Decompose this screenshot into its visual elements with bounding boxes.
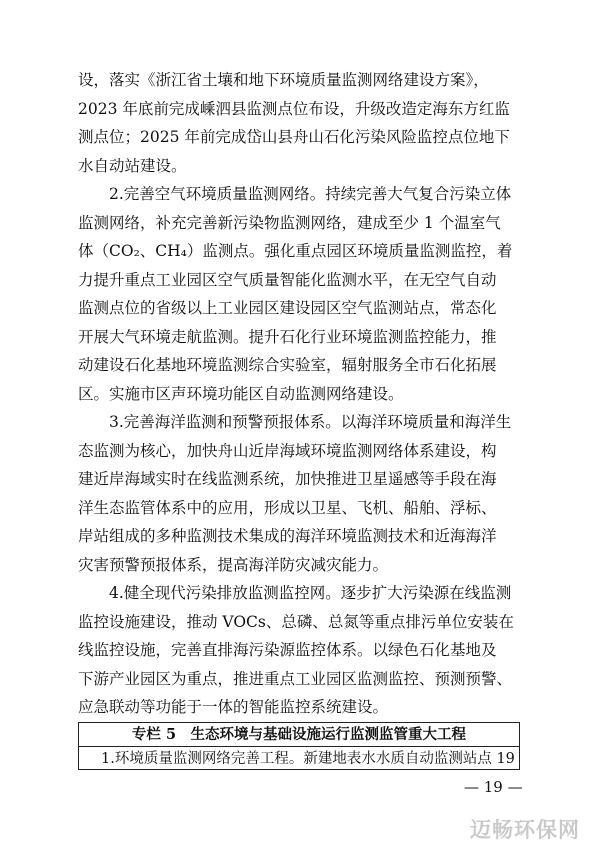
text-line: 力提升重点工业园区空气质量智能化监测水平，在无空气自动 [78,270,497,289]
paragraph-soil-monitoring [78,66,524,180]
column-box [78,722,520,770]
text-line: 洋生态监管体系中的应用，形成以卫星、飞机、船舶、浮标、 [78,498,497,517]
paragraph-marine-monitoring [78,408,524,579]
text-line: 开展大气环境走航监测。提升石化行业环境监测监控能力，推 [78,327,497,346]
text-line: 监测网络，补充完善新污染物监测网络，建成至少 1 个温室气 [78,213,501,232]
text-line: 2023 年底前完成嵊泗县监测点位布设，升级改造定海东方红监 [78,99,510,118]
text-line: 应急联动等功能于一体的智能监控系统建设。 [78,698,389,716]
text-line: 岸站组成的多种监测技术集成的海洋环境监测技术和近海海洋 [78,527,497,545]
text-line: 动建设石化基地环境监测综合实验室，辐射服务全市石化拓展 [78,356,497,374]
text-line: 2.完善空气环境质量监测网络。持续完善大气复合污染立体 [109,185,512,203]
text-line: 区。实施市区声环境功能区自动监测网络建设。 [78,384,404,403]
text-line: 3.完善海洋监测和预警预报体系。以海洋环境质量和海洋生 [109,413,512,431]
watermark-logo: 迈畅环保网 [470,818,580,842]
paragraph-pollution-monitoring [78,579,524,722]
text-line: 监测点位的省级以上工业园区建设园区空气监测站点，常态化 [78,299,497,317]
text-line: 设，落实《浙江省土壤和地下环境质量监测网络建设方案》， [78,71,489,89]
text-line: 态监测为核心，加快舟山近岸海域环境监测网络体系建设，构 [78,441,497,460]
column-box-title: 专栏 5 生态环境与基础设施运行监测监管重大工程 [79,723,519,747]
text-line: 灾害预警预报体系，提高海洋防灾减灾能力。 [78,555,389,574]
text-line: 建近岸海域实时在线监测系统，加快推进卫星遥感等手段在海 [78,470,497,488]
paragraph-air-monitoring [78,180,524,408]
text-line: 体（CO₂、CH₄）监测点。强化重点园区环境质量监测监控，着 [78,242,513,260]
column-box-line: 1.环境质量监测网络完善工程。新建地表水水质自动监测站点 19 [101,751,515,767]
text-line: 线监控设施，完善直排海污染源监控体系。以绿色石化基地及 [78,641,497,659]
text-line: 下游产业园区为重点，推进重点工业园区监测监控、预测预警、 [78,669,513,688]
text-line: 测点位；2025 年前完成岱山县舟山石化污染风险监控点位地下 [78,128,510,146]
text-line: 监控设施建设，推动 VOCs、总磷、总氮等重点排污单位安装在 [78,612,514,631]
page-number: — 19 — [464,778,523,796]
text-line: 4.健全现代污染排放监测监控网。逐步扩大污染源在线监测 [109,584,512,602]
text-line: 水自动站建设。 [78,156,187,175]
